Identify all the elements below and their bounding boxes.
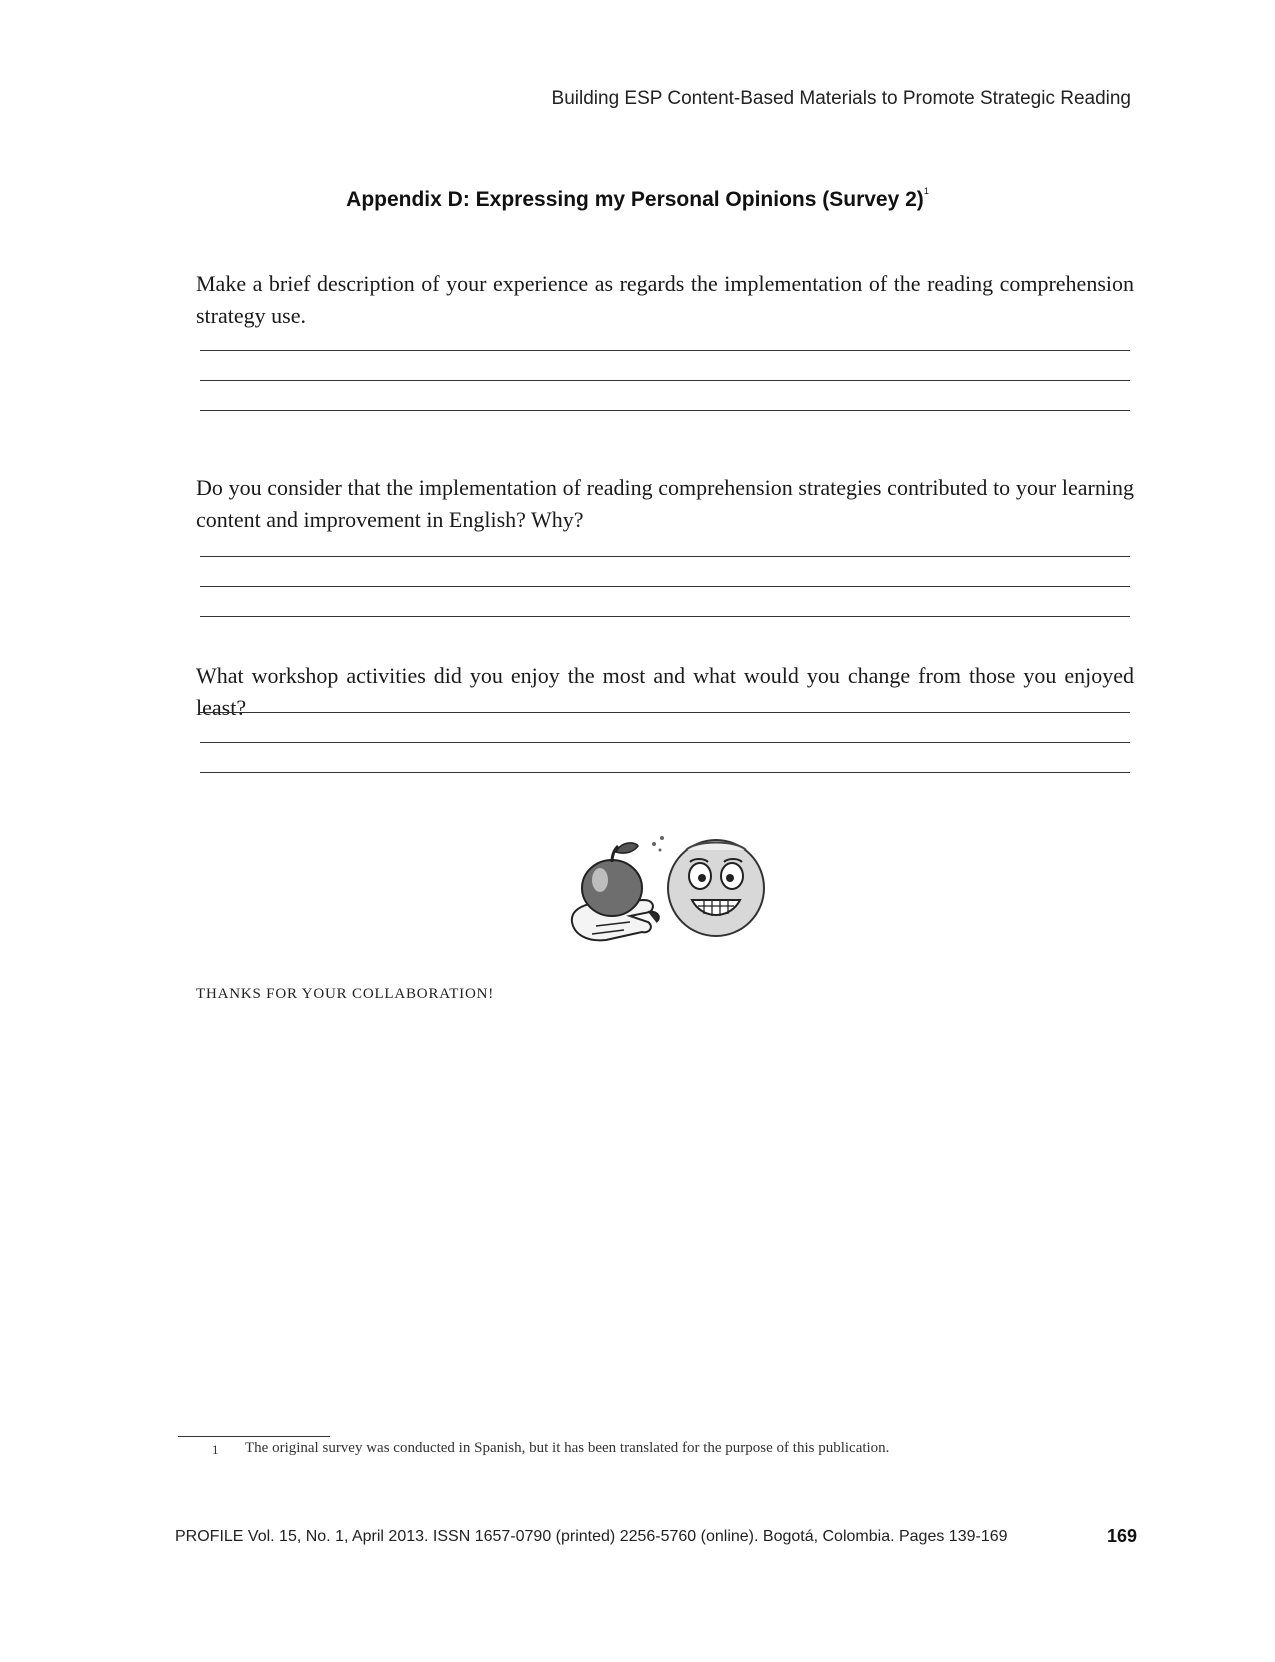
appendix-title-text: Appendix D: Expressing my Personal Opinions (Survey 2) xyxy=(346,188,924,211)
answer-line[interactable] xyxy=(200,410,1130,411)
answer-line[interactable] xyxy=(200,350,1130,351)
apple-shape xyxy=(582,860,642,916)
answer-line[interactable] xyxy=(200,556,1130,557)
answer-line[interactable] xyxy=(200,616,1130,617)
footnote-text: The original survey was conducted in Spanish, but it has been translated for the purpose of this publication. xyxy=(245,1440,890,1456)
answer-line[interactable] xyxy=(200,586,1130,587)
page-number: 169 xyxy=(1106,1526,1137,1546)
footer-citation: PROFILE Vol. 15, No. 1, April 2013. ISSN 1657-0790 (printed) 2256-5760 (online). Bogotá, Colombia. Pages 139-169 xyxy=(175,1528,1008,1545)
answer-line[interactable] xyxy=(200,380,1130,381)
footnote-number: 1 xyxy=(212,1442,219,1457)
smiley-face xyxy=(668,840,764,936)
illustration-svg xyxy=(566,830,770,946)
footnote-reference[interactable]: 1 xyxy=(923,186,929,196)
closing-thanks: THANKS FOR YOUR COLLABORATION! xyxy=(196,986,495,1002)
answer-line[interactable] xyxy=(200,742,1130,743)
answer-line[interactable] xyxy=(200,772,1130,773)
question-1: Make a brief description of your experience as regards the implementation of the reading comprehension strategy use. xyxy=(196,271,1134,328)
apple-and-smiley-icon xyxy=(566,830,770,946)
running-header: Building ESP Content-Based Materials to Promote Strategic Reading xyxy=(551,88,1131,109)
question-2: Do you consider that the implementation of reading comprehension strategies contributed to your learning content and improvement in English? Why? xyxy=(196,475,1134,532)
appendix-title xyxy=(0,188,1275,212)
question-3: What workshop activities did you enjoy the most and what would you change from those you enjoyed least? xyxy=(196,663,1134,720)
footnote-separator xyxy=(178,1436,330,1437)
answer-line[interactable] xyxy=(200,712,1130,713)
